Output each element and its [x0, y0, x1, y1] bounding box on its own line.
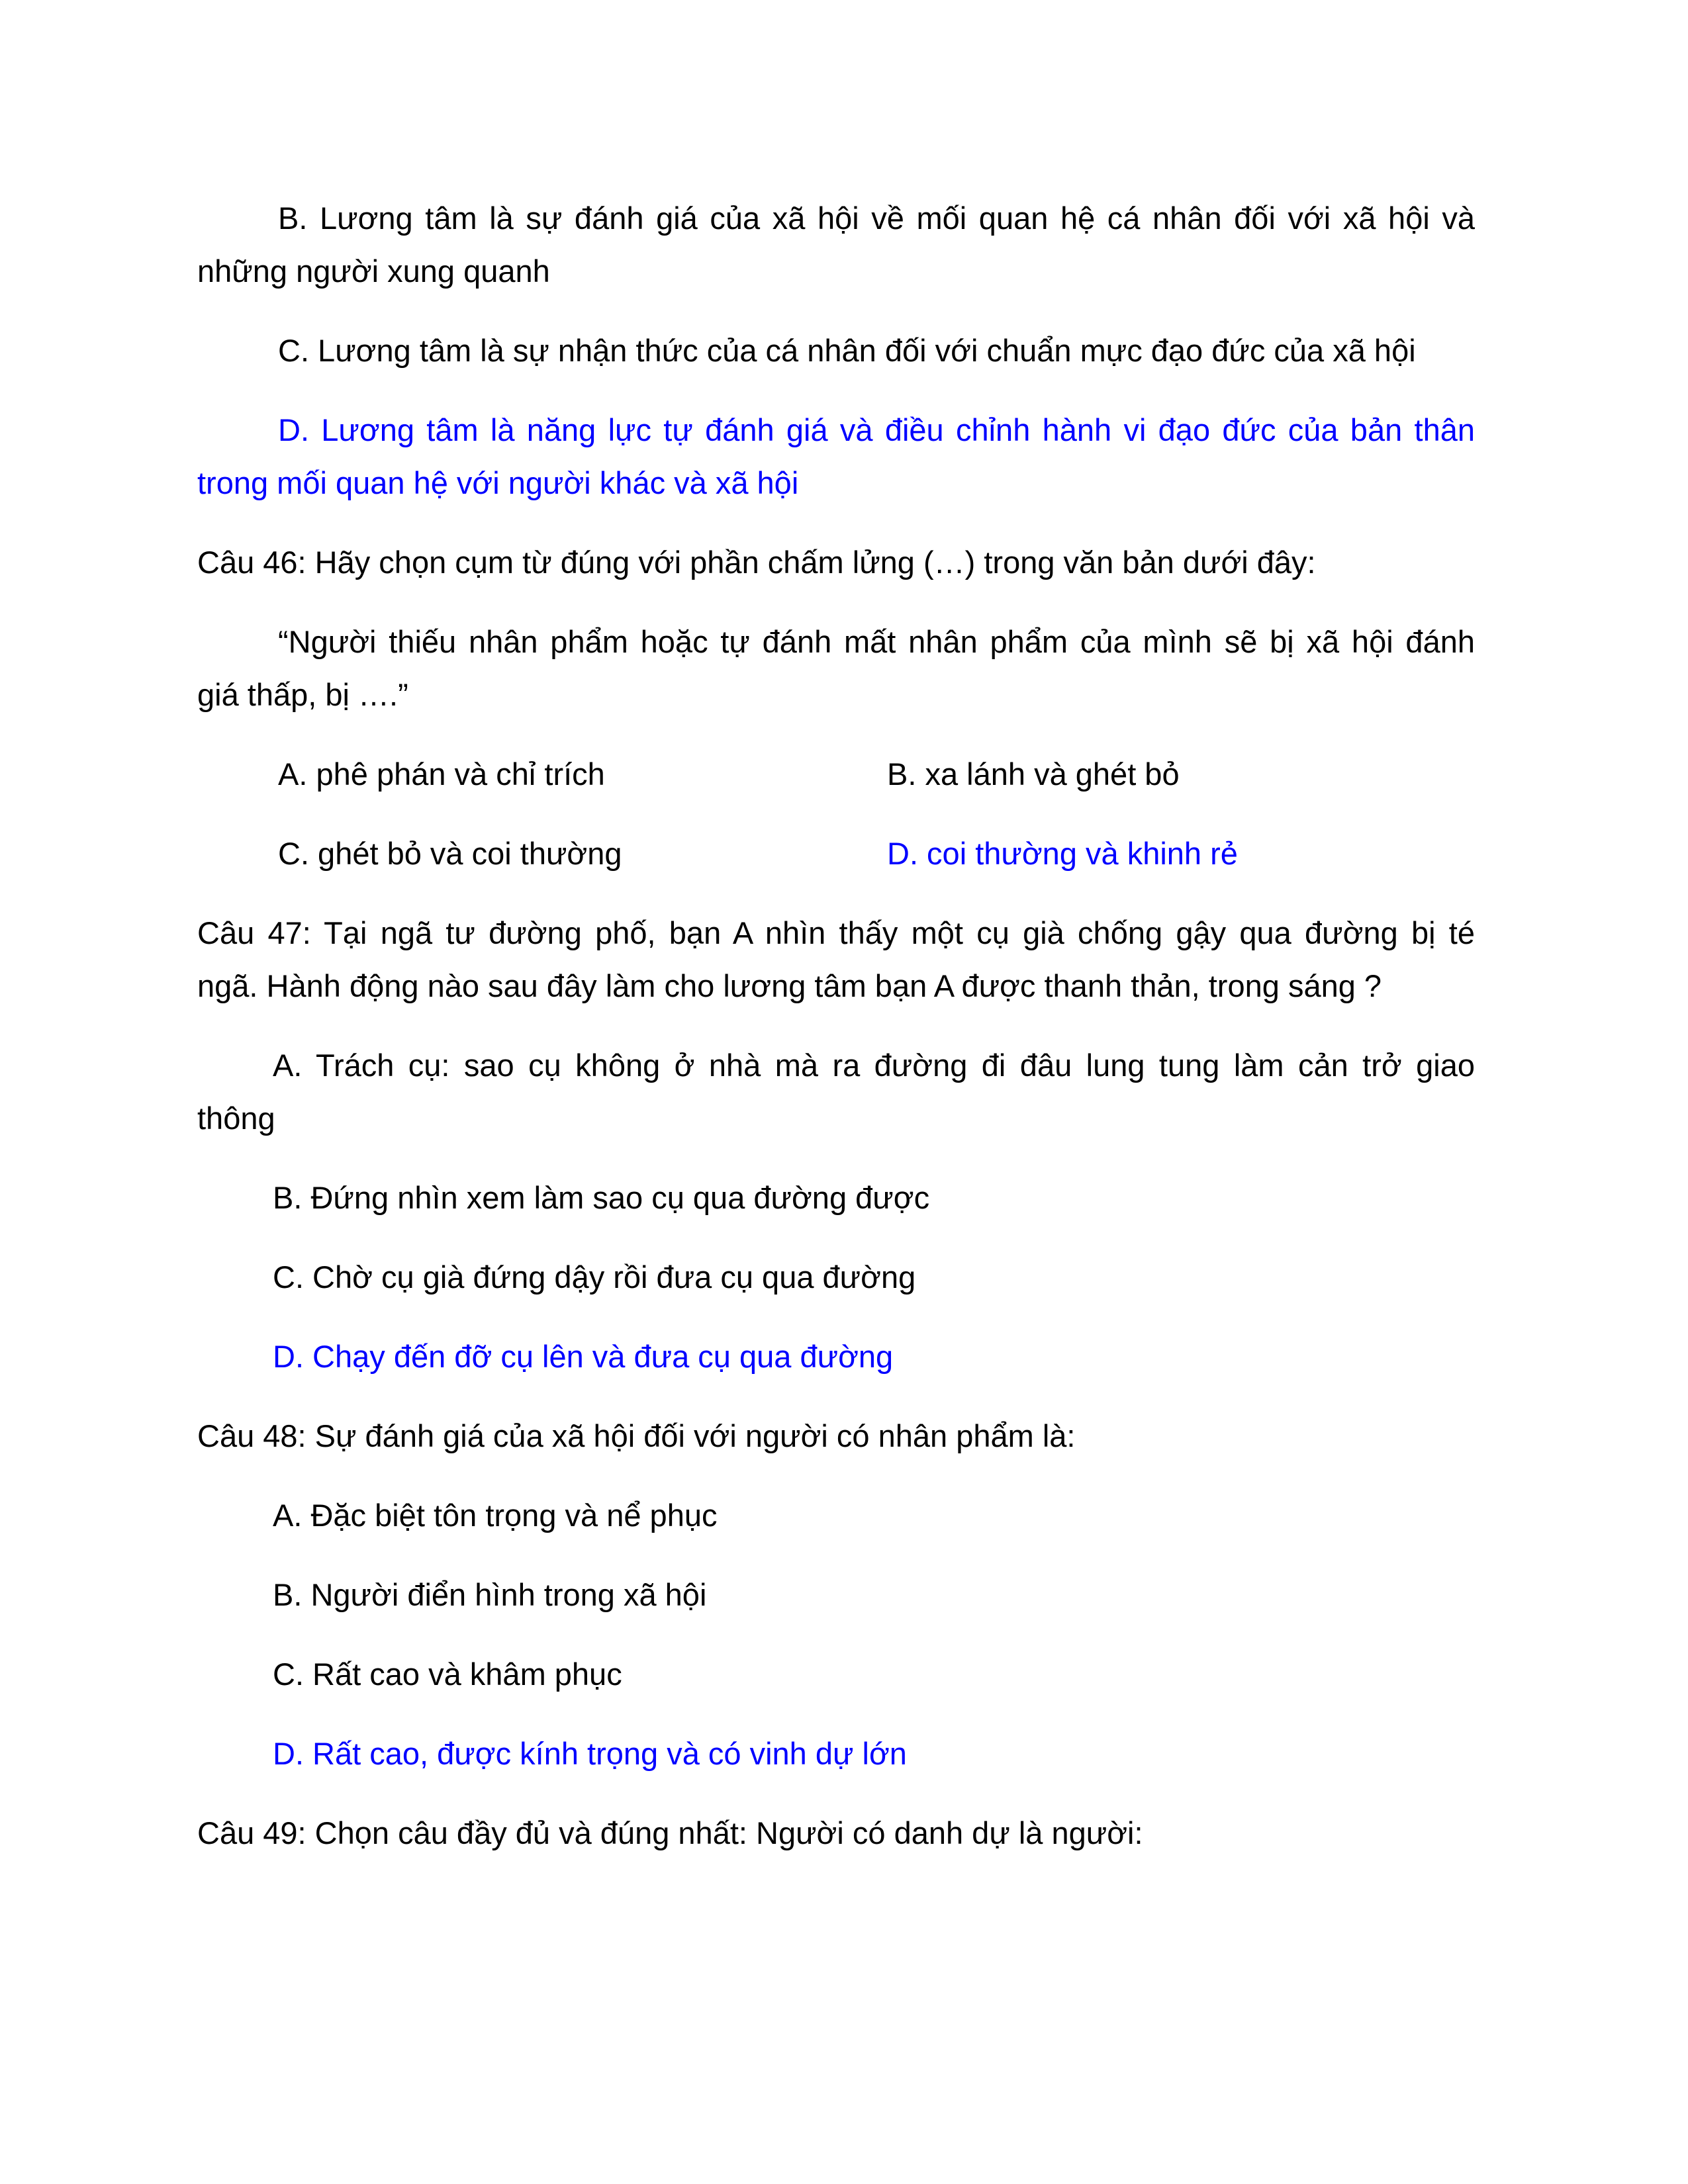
q45-option-d-line2: trong mối quan hệ với người khác và xã hội: [197, 465, 799, 500]
q47-option-a-line2: thông: [197, 1101, 275, 1136]
q46-quote-line2: giá thấp, bị ….”: [197, 677, 408, 712]
q48-option-c: C. Rất cao và khâm phục: [273, 1657, 622, 1692]
q46-question: Câu 46: Hãy chọn cụm từ đúng với phần chấm lửng (…) trong văn bản dưới đây:: [197, 545, 1316, 580]
q48-option-d: D. Rất cao, được kính trọng và có vinh dự lớn: [273, 1736, 907, 1771]
q47-option-d: D. Chạy đến đỡ cụ lên và đưa cụ qua đường: [273, 1339, 894, 1374]
q45-option-b-line1: B. Lương tâm là sự đánh giá của xã hội về mối quan hệ cá nhân đối với xã hội và: [278, 201, 1475, 236]
q49-question: Câu 49: Chọn câu đầy đủ và đúng nhất: Người có danh dự là người:: [197, 1815, 1143, 1850]
q47-option-b: B. Đứng nhìn xem làm sao cụ qua đường được: [273, 1180, 930, 1215]
q48-option-b: B. Người điển hình trong xã hội: [273, 1577, 707, 1612]
q46-option-d: D. coi thường và khinh rẻ: [887, 836, 1238, 871]
q47-question-line2: ngã. Hành động nào sau đây làm cho lương tâm bạn A được thanh thản, trong sáng ?: [197, 968, 1382, 1003]
q45-option-d-line1: D. Lương tâm là năng lực tự đánh giá và điều chỉnh hành vi đạo đức của bản thân: [278, 412, 1475, 447]
q45-option-c: C. Lương tâm là sự nhận thức của cá nhân đối với chuẩn mực đạo đức của xã hội: [278, 333, 1416, 368]
q47-option-c: C. Chờ cụ già đứng dậy rồi đưa cụ qua đường: [273, 1259, 916, 1295]
q46-option-a: A. phê phán và chỉ trích: [278, 756, 605, 792]
q48-question: Câu 48: Sự đánh giá của xã hội đối với người có nhân phẩm là:: [197, 1418, 1076, 1453]
q45-option-b-line2: những người xung quanh: [197, 253, 550, 289]
q47-option-a-line1: A. Trách cụ: sao cụ không ở nhà mà ra đường đi đâu lung tung làm cản trở giao: [273, 1048, 1475, 1083]
q46-quote-line1: “Người thiếu nhân phẩm hoặc tự đánh mất nhân phẩm của mình sẽ bị xã hội đánh: [278, 624, 1475, 659]
q47-question-line1: Câu 47: Tại ngã tư đường phố, bạn A nhìn thấy một cụ già chống gậy qua đường bị té: [197, 915, 1475, 950]
q46-option-c: C. ghét bỏ và coi thường: [278, 836, 622, 871]
q46-option-b: B. xa lánh và ghét bỏ: [887, 756, 1180, 792]
q48-option-a: A. Đặc biệt tôn trọng và nể phục: [273, 1498, 718, 1533]
